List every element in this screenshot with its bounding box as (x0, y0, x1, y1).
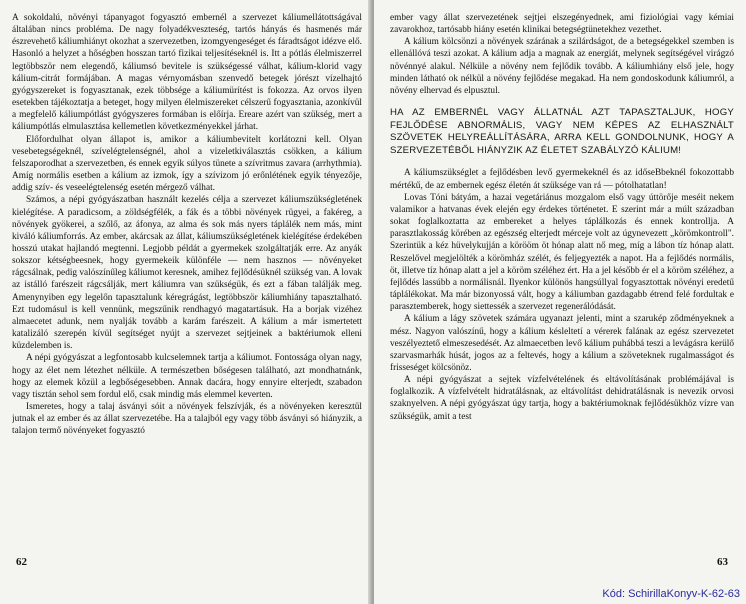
paragraph: A kálium a lágy szövetek számára ugyanazt jelenti, mint a szarukép ződményeknek a mész. Nagyon valószínű, hogy a kálium késleltetí a vérerek falának az egész szervezetet veszélyeztető elmeszesedését. Az almaecetben levő kálium puhábbá teszi a levágásra kerülő szarvasmarhák húsát, jogos az a feltevés, hogy a kálium a szöveteknek rugalmasságot és frisseséget kölcsönöz. (390, 314, 734, 373)
paragraph: Előfordulhat olyan állapot is, amikor a káliumbevitelt korlátozni kell. Olyan vesebetegségeknél, szívelégtelenségnél, ahol a vizeletkiválasztás csökken, a kálium felszaporodhat a szervezetben, és ennek egyik súlyos tünete a szívritmus zavara (arrhythmia). Amíg normális esetben a kálium az izmok, így a szívizom jó erőnlétének egyik tényezője, addig szív- és veseelégtelenség esetén mérgező válhat. (12, 134, 362, 194)
left-page-text (12, 12, 362, 552)
catalog-code: Kód: SchirillaKonyv-K-62-63 (602, 588, 740, 600)
paragraph: A káliumszükséglet a fejlődésben levő gyermekeknél és az időseBbeknél fokozottabb mértékű, de az embernek egész életén át szüksége van rá — pótolhatatlan! (390, 168, 734, 191)
emphasis-block: HA AZ EMBERNÉL VAGY ÁLLATNÁL AZT TAPASZTALJUK, HOGY FEJLŐDÉSE ABNORMÁLIS, VAGY NEM KÉPES AZ ELHASZNÁLT SZÖVETEK HELYREÁLLÍTÁSÁRA, ARRA KELL GONDOLNUNK, HOGY A SZERVEZETÉBŐL HIÁNYZIK AZ ÉLETET SZABÁLYZÓ KÁLIUM! (390, 107, 734, 156)
paragraph: ember vagy állat szervezetének sejtjei elszegényednek, ami fiziológiai vagy kémiai zavarokhoz, tartósabb hiány esetén klinikai betegségtünetekhez vezethet. (390, 13, 734, 36)
paragraph: A sokoldalú, növényi tápanyagot fogyasztó embernél a szervezet káliumellátottságával általában nincs probléma. De nagy folyadékveszteség, tartós hányás és hasmenés már észrevehető káliumhiányt okozhat a szervezetben, izomgyengeséget és fáradtságot idézve elő. Hasonló a helyzet a hőségben hosszan tartó fizikai teljesítéseknél is. Itt a pótlás élelmiszerrel legtöbbször nem elegendő, káliumsó bevitele is szükségessé válhat, kálium-klorid vagy kálium-citrát formájában. A magas vérnyomásban szenvedő betegek jórészt vízelhajtó gyógyszereket is fogyasztanak, ezek többsége a káliumürítést is fokozza. Az orvos ilyen esetekben tájékoztatja a beteget, hogy milyen élelmiszereket célszerű fogyasztania, azonkívül a megfelelő káliumpótlást gyógyszeres formában is előírja. Ereare azért van szükség, mert a káliumpótlás elmulasztása kellemetlen következményekkel járhat. (12, 13, 362, 133)
paragraph: A kálium kölcsönzi a növények szárának a szilárdságot, de a betegségekkel szemben is ellenállóvá teszi azokat. A kálium adja a magnak az energiát, melynek segítségével virágzó növénnyé alakul. Nélküle a növény nem fejlődik tovább. A káliumhiány első jele, hogy minden látható ok nélkül a növény fejlődése megakad. Ha nem gondoskodunk káliumról, a növény elhervad és elpusztul. (390, 37, 734, 96)
page-number: 63 (717, 556, 728, 568)
paragraph: Ismeretes, hogy a talaj ásványi sóit a növények felszívják, és a növényeken keresztül jutnak el az ember és az állat szervezetébe. Ha a talajból egy vagy több ásványi só hiányzik, a talajon termő növényeket fogyasztó (12, 402, 362, 437)
paragraph: A népi gyógyászat a legfontosabb kulcselemnek tartja a káliumot. Fontossága olyan nagy, hogy az élet nem létezhet nélküle. A természetben bőségesen található, azt mondhatnánk, hogy az elemek közül a legbőségesebben. Annak dacára, hogy ennyire elterjedt, szabadon vagy tisztán sehol sem fordul elő, csak mindig más elemmel keverten. (12, 353, 362, 400)
paragraph: Számos, a népi gyógyászatban használt kezelés célja a szervezet káliumszükségletének kielégítése. A paradicsom, a zöldségfélék, a fák és a többi növények rügyei, a fakéreg, a növények gyökerei, a szőlő, az áfonya, az alma és sok más nyers táplálék nem más, mint kiváló káliumforrás. Az ember, akárcsak az állat, káliumszükségletének kielégítése érdekében hosszú utakat hajlandó megtenni. Legjobb példát a gyermekek szolgáltatják erre. Az anyák sokszor kétségbeesnek, hogy gyermekeik különféle — nem hasznos — növényeket rágcsálnak, pedig valószínűleg káliumot keresnek, amihez fejlődésüknél szükség van. A lovak az istálló farészeit rágcsálják, mert káliumra van szükségük, és ezt a fában találják meg. Amenynyiben egy legelőn tapasztalunk kéregrágást, legtöbbször káliumhiány tapasztalható. Ezt tudomásul is kell vennünk, megszűnik rendhagyó magatartásuk. Ha a borjak vizéhez almaecetet adunk, nem nyalják tovább a karám farészeit. A kálium a már ismertetett katalizáló szerepén kívül segítséget nyújt a szervezet sejtjeinek a baktériumok elleni küzdelemben is. (12, 195, 362, 352)
left-page (0, 0, 372, 604)
paragraph: Lovas Tóni bátyám, a hazai vegetáriánus mozgalom első vagy úttörője meséit nekem valamikor a hatvanas évek elején egy érdekes történetet. E szerint már a múlt században sokat foglalkoztatta az embereket a helyes táplálkozás és ennek kontrollja. A parasztlakosság körében az egészség elterjedt mérceje volt az úgynevezett „körömkontroll". Szerintük a kéz hüvelykujján a körööm öt hónap alatt nő meg, míg a lábon tíz hónap alatt. Reszelővel megjelölték a körömház szélét, és feljegyezték a napot. Ha a fejlődés normális, öt, illetve tíz hónap alatt a jel a köröm széléhez ért. Ha a jel később ér el a köröm széléhez, a fejlődés lassúbb a normálisnál. Ilyenkor különös hangsúllyal fogyasztottak növényi eredetű táplálékokat. Ma már bizonyossá vált, hogy a káliumban gazdagabb étrend felé fordultak e parasztemberek, hogy siettessék a szervezet regenerálódását. (390, 192, 734, 313)
right-page (374, 0, 746, 604)
right-page-text (390, 12, 734, 552)
page-number: 62 (16, 556, 27, 568)
paragraph: A népi gyógyászat a sejtek vízfelvételének és eltávolításának problémájával is foglalkozik. A vízfelvételt hidratálásnak, az eltávolítást dehidratálásnak is nevezik orvosi szaknyelven. A népi gyógyászat úgy tartja, hogy a baktériumoknak fejlődésükhöz vízre van szükségük, amit a test (390, 375, 734, 422)
